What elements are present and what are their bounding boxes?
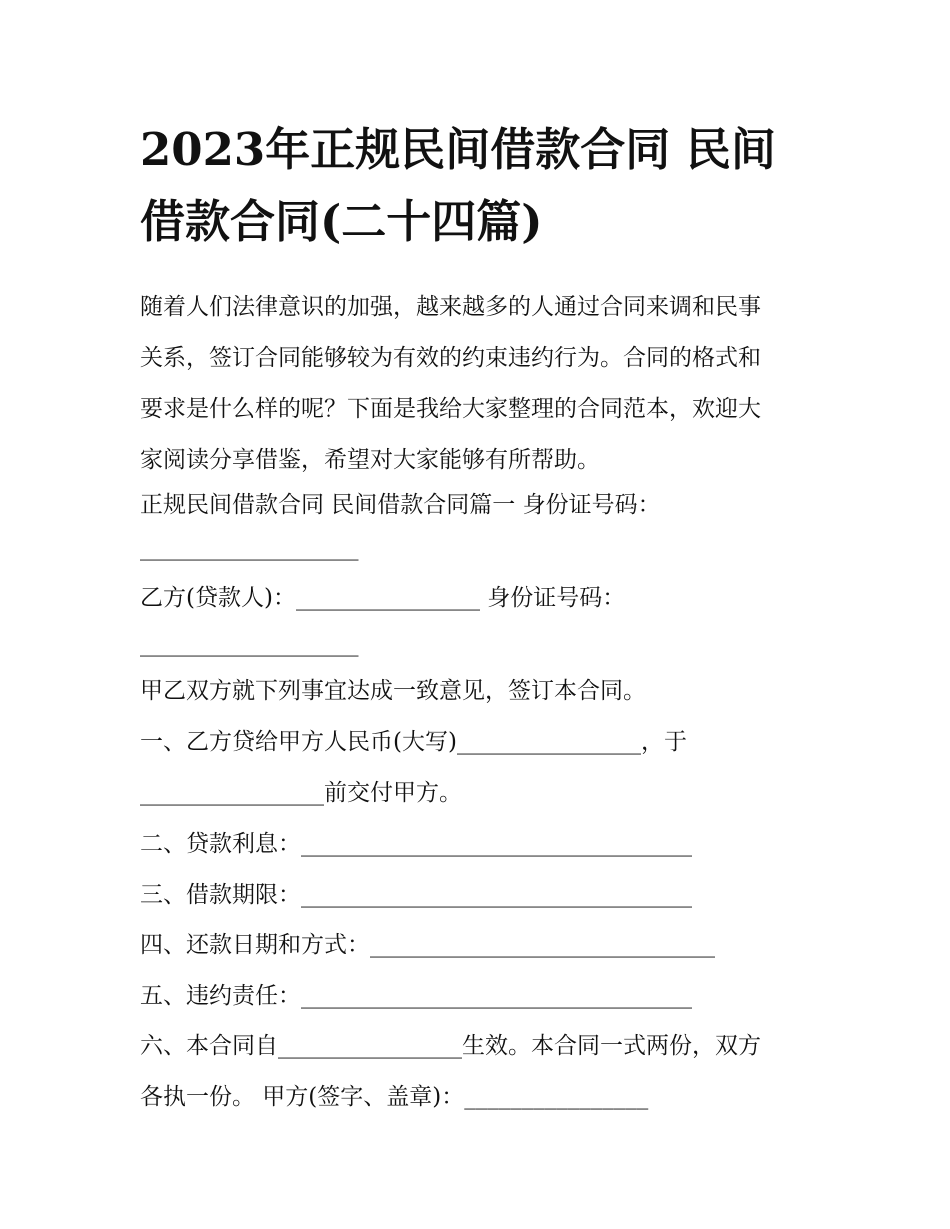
intro-line: 要求是什么样的呢？下面是我给大家整理的合同范本，欢迎大: [140, 396, 761, 422]
clause-5-line: 五、违约责任：__________________________________: [140, 983, 692, 1009]
intro-line: 关系，签订合同能够较为有效的约束违约行为。合同的格式和: [140, 345, 761, 371]
section-heading-line: 正规民间借款合同 民间借款合同篇一 身份证号码：: [140, 492, 661, 518]
agreement-line: 甲乙双方就下列事宜达成一致意见，签订本合同。: [140, 678, 646, 704]
clause-2-line: 二、贷款利息：__________________________________: [140, 831, 692, 857]
blank-line: ___________________: [140, 631, 359, 657]
clause-3-line: 三、借款期限：__________________________________: [140, 882, 692, 908]
signature-line: 各执一份。 甲方(签字、盖章)：________________: [140, 1084, 649, 1110]
clause-1-line: 一、乙方贷给甲方人民币(大写)________________，于: [140, 729, 687, 755]
document-title: 2023年正规民间借款合同 民间借款合同(二十四篇): [140, 123, 776, 248]
intro-line: 随着人们法律意识的加强，越来越多的人通过合同来调和民事: [140, 294, 761, 320]
party-b-line: 乙方(贷款人)：________________ 身份证号码：: [140, 585, 626, 611]
intro-paragraph: [140, 282, 820, 486]
blank-line: ___________________: [140, 535, 359, 561]
clause-4-line: 四、还款日期和方式：______________________________: [140, 932, 715, 958]
clause-1-cont-line: ________________前交付甲方。: [140, 780, 462, 806]
clause-6-line: 六、本合同自________________生效。本合同一式两份，双方: [140, 1033, 761, 1059]
intro-line: 家阅读分享借鉴，希望对大家能够有所帮助。: [140, 447, 600, 473]
